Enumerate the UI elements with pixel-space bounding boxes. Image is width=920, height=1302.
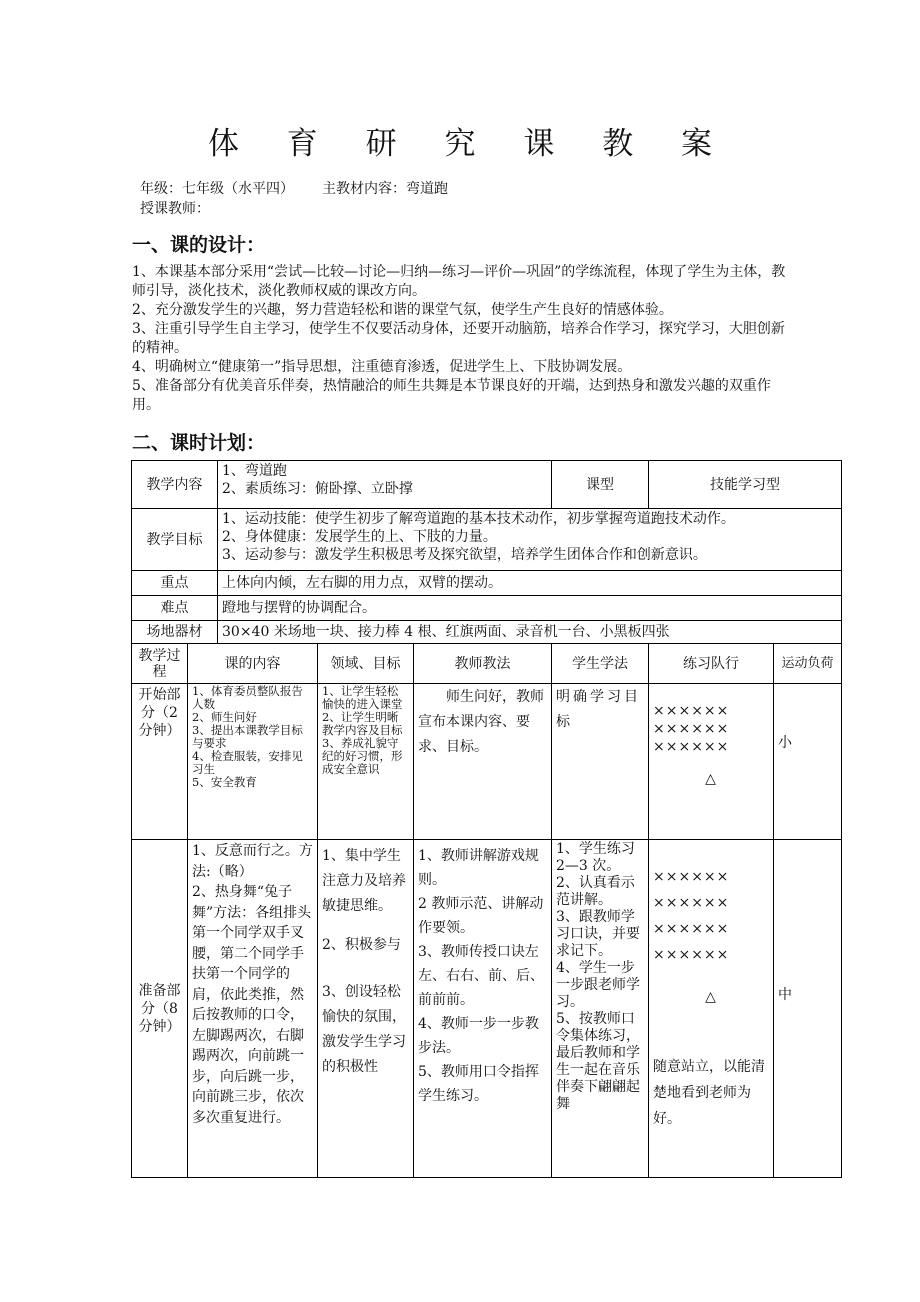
start-domain-item: 2、让学生明晰教学内容及目标 — [322, 710, 403, 737]
equipment-label-cell: 场地器材 — [132, 621, 218, 644]
start-domain-item: 1、让学生轻松愉快的进入课堂 — [322, 684, 403, 711]
difficult-label-cell: 难点 — [132, 596, 218, 621]
prep-student-item: 5、按教师口令集体练习，最后教师和学生一起在音乐伴奏下翩翩起舞 — [556, 1011, 640, 1112]
teacher-position-marker: △ — [705, 989, 717, 1005]
start-stage-cell: 开始部分（2分钟） — [132, 684, 188, 840]
formation-row: ×××××× — [653, 947, 730, 963]
start-teacher-cell: 师生问好，教师宣布本课内容、要求、目标。 — [414, 684, 552, 840]
row-headers — [132, 644, 842, 684]
formation-note: 随意站立，以能清楚地看到老师为好。 — [653, 1059, 765, 1127]
prep-teacher-item: 5、教师用口令指挥学生练习。 — [418, 1064, 539, 1104]
goals-value-cell — [218, 509, 842, 571]
content-value-cell — [218, 461, 552, 509]
design-list — [132, 263, 792, 415]
equipment-value-cell: 30×40 米场地一块、接力棒 4 根、红旗两面、录音机一台、小黑板四张 — [218, 621, 842, 644]
prep-student-item: 4、学生一步一步跟老师学习。 — [556, 960, 640, 1010]
content-line: 2、素质练习：俯卧撑、立卧撑 — [222, 481, 413, 497]
prep-teacher-item: 1、教师讲解游戏规则。 — [418, 848, 539, 888]
prep-domain-item: 1、集中学生注意力及培养敏捷思维。 — [322, 848, 406, 914]
goals-label-cell: 教学目标 — [132, 509, 218, 571]
row-goals — [132, 509, 842, 571]
start-content-item: 1、体育委员整队报告人数 — [192, 684, 303, 711]
prep-content-cell: 1、反意而行之。方法:（略） 2、热身舞“兔子舞”方法：各组排头第一个同学双手叉腰，第二个同学手扶第一个同学的肩，依此类推，然后按教师的口令，左脚踢两次，右脚踢两次，向前跳一步，向后跳一步，向前跳三步，依次多次重复进行。 — [188, 840, 318, 1178]
type-label-cell: 课型 — [552, 461, 649, 509]
row-difficult — [132, 596, 842, 621]
design-item: 3、注重引导学生自主学习，使学生不仅要活动身体，还要开动脑筋，培养合作学习，探究学习，大胆创新的精神。 — [132, 321, 785, 356]
prep-stage-cell: 准备部分（8分钟） — [132, 840, 188, 1178]
content-line: 1、弯道跑 — [222, 463, 287, 479]
row-key — [132, 571, 842, 596]
design-item: 2、充分激发学生的兴趣，努力营造轻松和谐的课堂气氛，使学生产生良好的情感体验。 — [132, 302, 673, 318]
content-label-cell: 教学内容 — [132, 461, 218, 509]
header-process: 教学过程 — [132, 644, 188, 684]
header-teacher: 教师教法 — [414, 644, 552, 684]
prep-teacher-cell — [414, 840, 552, 1178]
teacher-line: 授课教师： — [140, 201, 210, 217]
design-item: 4、明确树立“健康第一”指导思想，注重德育渗透，促进学生上、下肢协调发展。 — [132, 359, 632, 375]
prep-load-cell: 中 — [774, 840, 842, 1178]
goal-item: 2、身体健康：发展学生的上、下肢的力量。 — [222, 529, 497, 545]
start-content-item: 2、师生问好 — [192, 710, 257, 724]
grade-label: 年级：七年级（水平四） — [140, 181, 294, 197]
page-title: 体 育 研 究 课 教 案 — [207, 126, 732, 162]
start-content-cell — [188, 684, 318, 840]
prep-teacher-item: 4、教师一步一步教步法。 — [418, 1016, 539, 1056]
design-item: 5、准备部分有优美音乐伴奏，热情融洽的师生共舞是本节课良好的开端，达到热身和激发兴趣的双重作用。 — [132, 378, 771, 413]
prep-domain-item: 3、创设轻松愉快的氛围，激发学生学习的积极性 — [322, 984, 406, 1075]
start-load-cell: 小 — [774, 684, 842, 840]
start-domain-item: 3、养成礼貌守纪的好习惯，形成安全意识 — [322, 736, 403, 776]
prep-domain-cell — [318, 840, 414, 1178]
type-value-cell: 技能学习型 — [649, 461, 842, 509]
lesson-plan-table — [131, 460, 842, 1178]
row-equipment — [132, 621, 842, 644]
key-value-cell: 上体向内倾，左右脚的用力点，双臂的摆动。 — [218, 571, 842, 596]
start-content-item: 3、提出本课教学目标与要求 — [192, 723, 303, 750]
prep-student-cell — [552, 840, 649, 1178]
prep-student-item: 3、跟教师学习口诀，并要求记下。 — [556, 909, 640, 959]
start-student-cell: 明确学习目标 — [552, 684, 649, 840]
goal-item: 1、运动技能：使学生初步了解弯道跑的基本技术动作，初步掌握弯道跑技术动作。 — [222, 511, 735, 527]
content-label: 主教材内容：弯道跑 — [322, 181, 448, 197]
formation-row: ×××××× — [653, 921, 730, 937]
start-content-item: 4、检查服装，安排见习生 — [192, 749, 303, 776]
header-domain: 领域、目标 — [318, 644, 414, 684]
row-content — [132, 461, 842, 509]
prep-student-item: 2、认真看示范讲解。 — [556, 875, 635, 908]
start-domain-cell — [318, 684, 414, 840]
section-heading-design: 一、课的设计： — [132, 234, 266, 256]
prep-domain-item: 2、积极参与 — [322, 937, 401, 953]
goal-item: 3、运动参与：激发学生积极思考及探究欲望，培养学生团体合作和创新意识。 — [222, 547, 707, 563]
formation-row: ×××××× — [653, 869, 730, 885]
teacher-position-marker: △ — [705, 771, 717, 787]
start-formation-cell — [649, 684, 774, 840]
meta-line — [140, 178, 448, 198]
header-student: 学生学法 — [552, 644, 649, 684]
formation-row: ×××××× — [653, 895, 730, 911]
prep-student-item: 1、学生练习 2—3 次。 — [556, 841, 635, 874]
prep-teacher-item: 2 教师示范、讲解动作要领。 — [418, 896, 544, 936]
start-content-item: 5、安全教育 — [192, 775, 257, 789]
key-label-cell: 重点 — [132, 571, 218, 596]
difficult-value-cell: 蹬地与摆臂的协调配合。 — [218, 596, 842, 621]
prep-formation-cell — [649, 840, 774, 1178]
design-item: 1、本课基本部分采用“尝试—比较—讨论—归纳—练习—评价—巩固”的学练流程，体现了学生为主体，教师引导，淡化技术，淡化教师权威的课改方向。 — [132, 264, 786, 299]
row-prep — [132, 840, 842, 1178]
prep-teacher-item: 3、教师传授口诀左左、右右、前、后、前前前。 — [418, 944, 544, 1008]
formation-row: ×××××× — [653, 703, 730, 719]
header-content: 课的内容 — [188, 644, 318, 684]
row-start — [132, 684, 842, 840]
formation-row: ×××××× — [653, 721, 730, 737]
section-heading-plan: 二、课时计划： — [132, 432, 266, 454]
formation-row: ×××××× — [653, 739, 730, 755]
header-formation: 练习队行 — [649, 644, 774, 684]
header-load: 运动负荷 — [774, 644, 842, 684]
